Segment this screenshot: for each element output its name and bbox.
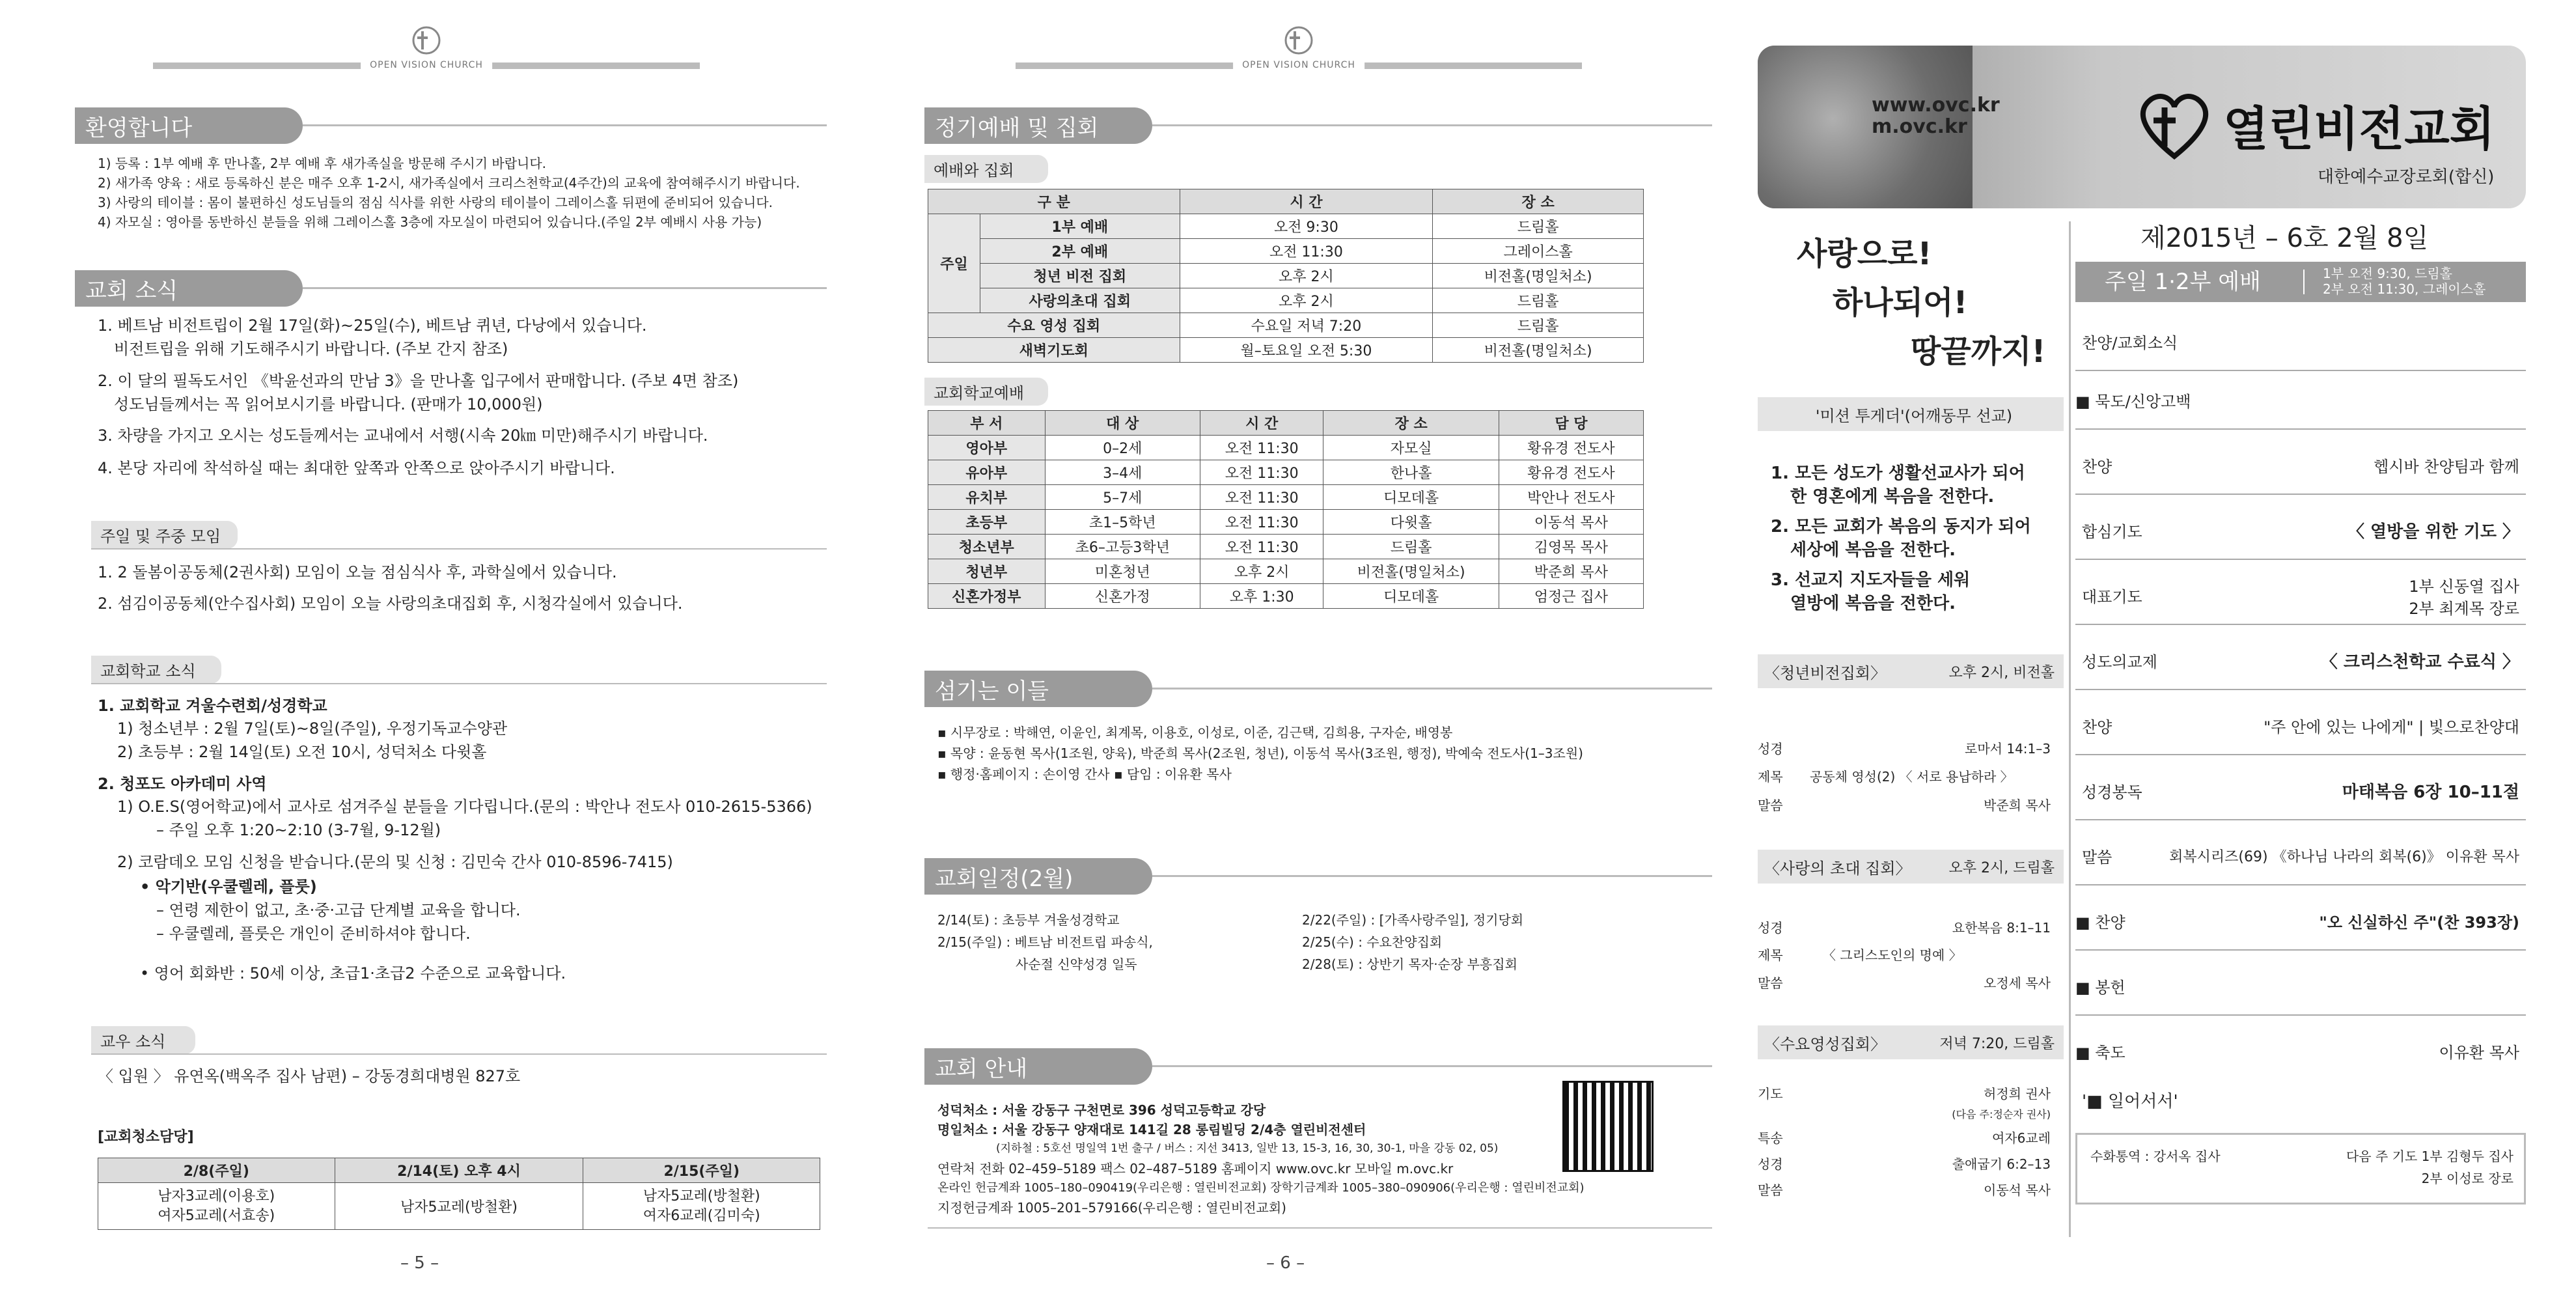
worship-cell: 오후 2시: [1180, 264, 1433, 288]
school-cell: 청소년부: [928, 535, 1046, 559]
info-line: 명일처소 : 서울 강동구 양재대로 141길 28 롱림빌딩 2/4층 열린비전센터: [937, 1122, 1366, 1137]
service-banner: [2075, 262, 2526, 302]
news-item: 3. 차량을 가지고 오시는 성도들께서는 교내에서 서행(시속 20㎞ 미만)해주시기 바랍니다.: [98, 426, 708, 445]
cleaning-table: [98, 1158, 820, 1230]
info-line: (지하철 : 5호선 명일역 1번 출구 / 버스 : 지선 3413, 일반 13, 15-3, 16, 30, 30-1, 마을 강동 02, 05): [996, 1142, 1499, 1155]
cleaning-header: 2/15(주일): [583, 1158, 820, 1183]
info-line: 온라인 헌금계좌 1005–180–090419(우리은행 : 열린비전교회) 장학기금계좌 1005–380–090906(우리은행 : 열린비전교회): [937, 1181, 1585, 1195]
welcome-title: 환영합니다: [75, 107, 303, 144]
info-line: 연락처 전화 02–459–5189 팩스 02–487–5189 홈페이지 www.ovc.kr 모바일 m.ovc.kr: [937, 1161, 1454, 1177]
section-divider: [1152, 875, 1712, 877]
order-row: 성경봉독 마태복음 6장 10–11절: [2075, 762, 2526, 820]
youth-key: 제목: [1758, 769, 1783, 785]
school-cell: 황유경 전도사: [1499, 460, 1643, 485]
schedule-item: 2/14(토) : 초등부 겨울성경학교: [937, 912, 1120, 928]
youth-key: 성경: [1758, 741, 1783, 757]
denomination: 대한예수교장로회(합신): [2318, 167, 2495, 187]
invite-meeting-label: 〈사랑의 초대 집회〉 오후 2시, 드림홀: [1758, 850, 2064, 884]
info-line: 성덕처소 : 서울 강동구 구천면로 396 성덕고등학교 강당: [937, 1102, 1266, 1118]
cover-header: [1758, 46, 2526, 208]
school-cell: 오전 11:30: [1200, 485, 1323, 510]
worship-table: [928, 189, 1644, 363]
school-cell: 청년부: [928, 559, 1046, 584]
info-title: 교회 안내: [924, 1048, 1152, 1085]
school-cell: 오전 11:30: [1200, 510, 1323, 535]
youth-value: 공동체 영성(2) 〈 서로 용납하라 〉: [1810, 769, 2014, 785]
school-header: 담 당: [1499, 411, 1643, 436]
school-worship-table: [928, 410, 1644, 609]
school-title: 교회학교 소식: [91, 656, 221, 684]
url-web[interactable]: www.ovc.kr: [1872, 94, 2000, 117]
section-divider: [303, 287, 827, 289]
servants-line: ▪ 행정·홈페이지 : 손이영 간사 ▪ 담임 : 이유환 목사: [937, 766, 1232, 782]
church-logo-icon: [2135, 91, 2213, 163]
page-5: [0, 0, 853, 1295]
wed-value: 허정희 권사: [1984, 1086, 2051, 1102]
issue-number: 제2015년 – 6호 2월 8일: [2140, 223, 2429, 253]
section-divider: [91, 548, 827, 550]
welcome-item: 3) 사랑의 테이블 : 몸이 불편하신 성도님들의 점심 식사를 위한 사랑의 테이블이 그레이스홀 뒤편에 준비되어 있습니다.: [98, 195, 773, 210]
school-cell: 오후 1:30: [1200, 584, 1323, 609]
school-item: 2) 코람데오 모임 신청을 받습니다.(문의 및 신청 : 김민숙 간사 010-8596-7415): [117, 853, 673, 871]
welcome-item: 1) 등록 : 1부 예배 후 만나홀, 2부 예배 후 새가족실을 방문해 주시기 바랍니다.: [98, 156, 547, 171]
school-worship-sub: 교회학교예배: [924, 378, 1048, 406]
welcome-item: 2) 새가족 양육 : 새로 등록하신 분은 매주 오후 1-2시, 새가족실에서 크리스천학교(4주간)의 교육에 참여해주시기 바랍니다.: [98, 175, 800, 191]
worship-cell: 오전 9:30: [1180, 214, 1433, 239]
news-title: 교회 소식: [75, 270, 303, 307]
school-item: 1. 교회학교 겨울수련회/성경학교: [98, 697, 327, 715]
school-cell: 이동석 목사: [1499, 510, 1643, 535]
news-item: 비전트립을 위해 기도해주시기 바랍니다. (주보 간지 참조): [114, 340, 508, 358]
worship-sub: 예배와 집회: [924, 155, 1048, 183]
footer-next-prayer: 2부 이성로 장로: [2421, 1171, 2514, 1186]
member-title: 교우 소식: [91, 1026, 195, 1054]
cleaning-header: 2/14(토) 오후 4시: [335, 1158, 583, 1183]
school-cell: 다윗홀: [1323, 510, 1499, 535]
mission-line: 1. 모든 성도가 생활선교사가 되어: [1771, 464, 2025, 483]
school-header: 장 소: [1323, 411, 1499, 436]
school-cell: 영아부: [928, 436, 1046, 460]
sunday-item: 2. 섬김이공동체(안수집사회) 모임이 오늘 사랑의초대집회 후, 시청각실에서 있습니다.: [98, 594, 683, 613]
worship-cell: 비전홀(명일처소): [1433, 264, 1644, 288]
school-item: – 연령 제한이 없고, 초·중·고급 단계별 교육을 합니다.: [156, 901, 521, 919]
school-cell: 3–4세: [1045, 460, 1200, 485]
worship-cell: 오후 2시: [1180, 288, 1433, 313]
servants-title: 섬기는 이들: [924, 671, 1152, 707]
section-divider: [1152, 124, 1712, 126]
servants-line: ▪ 목양 : 윤동현 목사(1조원, 양육), 박준희 목사(2조원, 청년), 이동석 목사(3조원, 행정), 박예숙 전도사(1–3조원): [937, 745, 1583, 761]
worship-cell: 드림홀: [1433, 214, 1644, 239]
wed-key: 말씀: [1758, 1182, 1783, 1198]
order-row: 찬양/교회소식: [2075, 319, 2526, 371]
school-item: – 주일 오후 1:20~2:10 (3-7월, 9-12월): [156, 821, 441, 839]
member-text: 〈 입원 〉 유연옥(백옥주 집사 남편) – 강동경희대병원 827호: [98, 1067, 521, 1085]
slogan-3: 땅끝까지!: [1911, 333, 2046, 370]
school-item: 1) 청소년부 : 2월 7일(토)~8일(주일), 우정기독교수양관: [117, 719, 508, 738]
brand-text: OPEN VISION CHURCH: [1233, 60, 1364, 70]
church-logo-icon: [1283, 25, 1314, 56]
welcome-item: 4) 자모실 : 영아를 동반하신 분들을 위해 그레이스홀 3층에 자모실이 마련되어 있습니다.(주일 2부 예배시 사용 가능): [98, 214, 762, 230]
wed-key: 기도: [1758, 1086, 1783, 1102]
order-row: ■ 찬양 "오 신실하신 주"(찬 393장): [2075, 892, 2526, 951]
news-item: 2. 이 달의 필독도서인 《박윤선과의 만남 3》을 만나홀 입구에서 판매합니다. (주보 4면 참조): [98, 372, 739, 390]
order-row: 대표기도 1부 신동열 집사 2부 최계목 장로: [2075, 566, 2526, 625]
school-item: – 우쿨렐레, 플룻은 개인이 준비하셔야 합니다.: [156, 925, 471, 943]
brand-header: [866, 25, 1732, 70]
wed-value: 여자6교레: [1991, 1130, 2051, 1146]
worship-header: 구 분: [928, 189, 1180, 214]
worship-cell: 비전홀(명일처소): [1433, 338, 1644, 363]
school-cell: 황유경 전도사: [1499, 436, 1643, 460]
wed-key: 성경: [1758, 1156, 1783, 1172]
invite-value: 요한복음 8:1–11: [1952, 920, 2051, 936]
section-divider: [91, 1053, 827, 1055]
schedule-item: 2/22(주일) : [가족사랑주일], 정기당회: [1302, 912, 1524, 928]
worship-header: 시 간: [1180, 189, 1433, 214]
school-cell: 오전 11:30: [1200, 460, 1323, 485]
school-cell: 0–2세: [1045, 436, 1200, 460]
church-logo-icon: [411, 25, 442, 56]
footer-next-prayer: 다음 주 기도 1부 김형두 집사: [2346, 1149, 2514, 1164]
order-row: 찬양 헵시바 찬양팀과 함께: [2075, 436, 2526, 495]
school-cell: 비전홀(명일처소): [1323, 559, 1499, 584]
school-cell: 초6–고등3학년: [1045, 535, 1200, 559]
page-6: [866, 0, 1732, 1295]
school-cell: 박안나 전도사: [1499, 485, 1643, 510]
order-row: 찬양 "주 안에 있는 나에게" | 빛으로찬양대: [2075, 697, 2526, 755]
schedule-item: 2/28(토) : 상반기 목자·순장 부흥집회: [1302, 956, 1517, 972]
order-row: ■ 묵도/신앙고백: [2075, 378, 2526, 430]
wed-key: 특송: [1758, 1130, 1783, 1146]
youth-value: 로마서 14:1–3: [1965, 741, 2051, 757]
school-cell: 유아부: [928, 460, 1046, 485]
church-name: 열린비전교회: [2223, 102, 2495, 156]
youth-value: 박준희 목사: [1984, 798, 2051, 813]
invite-key: 제목: [1758, 947, 1783, 963]
worship-cell: 사랑의초대 집회: [980, 288, 1180, 313]
mission-line: 2. 모든 교회가 복음의 동지가 되어: [1771, 517, 2031, 536]
schedule-item: 2/15(주일) : 베트남 비전트립 파송식,: [937, 934, 1153, 950]
service-time: 1부 오전 9:30, 드림홀: [2323, 266, 2452, 281]
slogan-1: 사랑으로!: [1797, 236, 1932, 272]
worship-cell: 2부 예배: [980, 239, 1180, 264]
page-number: – 6 –: [1266, 1253, 1305, 1273]
school-cell: 엄정근 집사: [1499, 584, 1643, 609]
section-divider: [1152, 688, 1712, 689]
news-item: 성도님들께서는 꼭 읽어보시기를 바랍니다. (판매가 10,000원): [114, 395, 543, 413]
invite-value: 오정세 목사: [1984, 975, 2051, 991]
order-row: 말씀 회복시리즈(69) 《하나님 나라의 회복(6)》 이유환 목사: [2075, 827, 2526, 885]
worship-cell: 청년 비전 집회: [980, 264, 1180, 288]
mission-line: 한 영혼에게 복음을 전한다.: [1790, 487, 1995, 507]
page-7-cover: [1758, 0, 2576, 1295]
news-item: 1. 베트남 비전트립이 2월 17일(화)~25일(수), 베트남 퀴년, 다낭에서 있습니다.: [98, 316, 647, 335]
sunday-title: 주일 및 주중 모임: [91, 521, 238, 549]
slogan-2: 하나되어!: [1833, 285, 1968, 321]
mission-line: 3. 선교지 지도자들을 세워: [1771, 570, 1971, 590]
school-cell: 오후 2시: [1200, 559, 1323, 584]
footer-box: [2075, 1133, 2526, 1204]
worship-group: 주일: [928, 214, 980, 313]
qr-code-icon: [1562, 1081, 1654, 1172]
school-header: 대 상: [1045, 411, 1200, 436]
school-item: 2) 초등부 : 2월 14일(토) 오전 10시, 성덕처소 다윗홀: [117, 743, 487, 761]
school-cell: 신혼가정: [1045, 584, 1200, 609]
worship-cell: 수요 영성 집회: [928, 313, 1180, 338]
page-number: – 5 –: [400, 1253, 439, 1273]
schedule-item: 사순절 신약성경 일독: [1016, 956, 1137, 972]
service-title: 주일 1·2부 예배: [2105, 269, 2261, 295]
school-cell: 유치부: [928, 485, 1046, 510]
section-divider: [928, 1227, 1712, 1229]
footer-interpreter: 수화통역 : 강서옥 집사: [2090, 1149, 2221, 1164]
school-cell: 오전 11:30: [1200, 535, 1323, 559]
news-item: 4. 본당 자리에 착석하실 때는 최대한 앞쪽과 안쪽으로 앉아주시기 바랍니다.: [98, 459, 615, 477]
order-row: 합심기도 〈 열방을 위한 기도 〉: [2075, 501, 2526, 560]
worship-title: 정기예배 및 집회: [924, 107, 1152, 144]
school-cell: 초1–5학년: [1045, 510, 1200, 535]
cleaning-cell: 남자5교레(방철환) 여자6교레(김미숙): [583, 1183, 820, 1230]
invite-value: 〈 그리스도인의 명예 〉: [1823, 947, 1962, 963]
school-cell: 미혼청년: [1045, 559, 1200, 584]
invite-key: 말씀: [1758, 975, 1783, 991]
youth-key: 말씀: [1758, 798, 1783, 813]
school-cell: 디모데홀: [1323, 584, 1499, 609]
school-item: 1) O.E.S(영어학교)에서 교사로 섬겨주실 분들을 기다립니다.(문의 : 박안나 전도사 010-2615-5366): [117, 798, 812, 816]
url-mobile[interactable]: m.ovc.kr: [1872, 115, 1967, 138]
banner-divider: [2303, 270, 2305, 294]
school-header: 시 간: [1200, 411, 1323, 436]
worship-cell: 새벽기도회: [928, 338, 1180, 363]
school-cell: 박준희 목사: [1499, 559, 1643, 584]
invite-key: 성경: [1758, 920, 1783, 936]
wed-value: (다음 주:정순자 권사): [1952, 1108, 2051, 1121]
schedule-title: 교회일정(2월): [924, 858, 1152, 895]
worship-cell: 그레이스홀: [1433, 239, 1644, 264]
order-row: 성도의교제 〈 크리스천학교 수료식 〉: [2075, 632, 2526, 690]
wed-value: 이동석 목사: [1984, 1182, 2051, 1198]
school-header: 부 서: [928, 411, 1046, 436]
school-cell: 한나홀: [1323, 460, 1499, 485]
wed-value: 출애굽기 6:2–13: [1952, 1156, 2051, 1172]
servants-line: ▪ 시무장로 : 박해연, 이윤인, 최계목, 이용호, 이성로, 이준, 김근택, 김희용, 구자순, 배영봉: [937, 725, 1453, 740]
wednesday-meeting-label: 〈수요영성집회〉 저녁 7:20, 드림홀: [1758, 1025, 2064, 1059]
order-row: ■ 축도 이유환 목사: [2075, 1044, 2519, 1062]
cleaning-cell: 남자5교레(방철환): [335, 1183, 583, 1230]
cleaning-header: 2/8(주일): [98, 1158, 335, 1183]
school-cell: 신혼가정부: [928, 584, 1046, 609]
info-line: 지정헌금계좌 1005–201–579166(우리은행 : 열린비전교회): [937, 1200, 1286, 1216]
mission-title: '미션 투게더'(어깨동무 선교): [1758, 397, 2064, 431]
service-time: 2부 오전 11:30, 그레이스홀: [2323, 281, 2486, 297]
worship-cell: 1부 예배: [980, 214, 1180, 239]
worship-cell: 수요일 저녁 7:20: [1180, 313, 1433, 338]
school-cell: 김영목 목사: [1499, 535, 1643, 559]
worship-cell: 오전 11:30: [1180, 239, 1433, 264]
column-divider: [2069, 221, 2071, 1237]
schedule-item: 2/25(수) : 수요찬양집회: [1302, 934, 1443, 950]
section-divider: [1152, 1065, 1712, 1067]
section-divider: [303, 124, 827, 126]
mission-line: 세상에 복음을 전한다.: [1790, 540, 1956, 560]
school-cell: 디모데홀: [1323, 485, 1499, 510]
school-item: 2. 청포도 아카데미 사역: [98, 775, 267, 793]
school-cell: 드림홀: [1323, 535, 1499, 559]
worship-cell: 드림홀: [1433, 288, 1644, 313]
worship-cell: 드림홀: [1433, 313, 1644, 338]
section-divider: [91, 683, 827, 684]
school-cell: 자모실: [1323, 436, 1499, 460]
cover-left-column: [1758, 221, 2064, 1198]
cleaning-title: [교회청소담당]: [98, 1129, 194, 1145]
school-item: • 영어 회화반 : 50세 이상, 초급1·초급2 수준으로 교육합니다.: [140, 964, 566, 982]
cleaning-cell: 남자3교레(이용호) 여자5교레(서효송): [98, 1183, 335, 1230]
youth-meeting-label: 〈청년비전집회〉 오후 2시, 비전홀: [1758, 654, 2064, 688]
brand-header: [0, 25, 853, 70]
brand-text: OPEN VISION CHURCH: [361, 60, 492, 70]
sunday-item: 1. 2 돌봄이공동체(2권사회) 모임이 오늘 점심식사 후, 과학실에서 있습니다.: [98, 563, 617, 581]
school-item: • 악기반(우쿨렐레, 플룻): [140, 878, 317, 896]
worship-cell: 월–토요일 오전 5:30: [1180, 338, 1433, 363]
order-closing: '■ 일어서서': [2082, 1092, 2178, 1111]
school-cell: 초등부: [928, 510, 1046, 535]
school-cell: 5–7세: [1045, 485, 1200, 510]
worship-header: 장 소: [1433, 189, 1644, 214]
order-row: ■ 봉헌: [2075, 957, 2526, 1016]
mission-line: 열방에 복음을 전한다.: [1790, 594, 1956, 613]
school-cell: 오전 11:30: [1200, 436, 1323, 460]
